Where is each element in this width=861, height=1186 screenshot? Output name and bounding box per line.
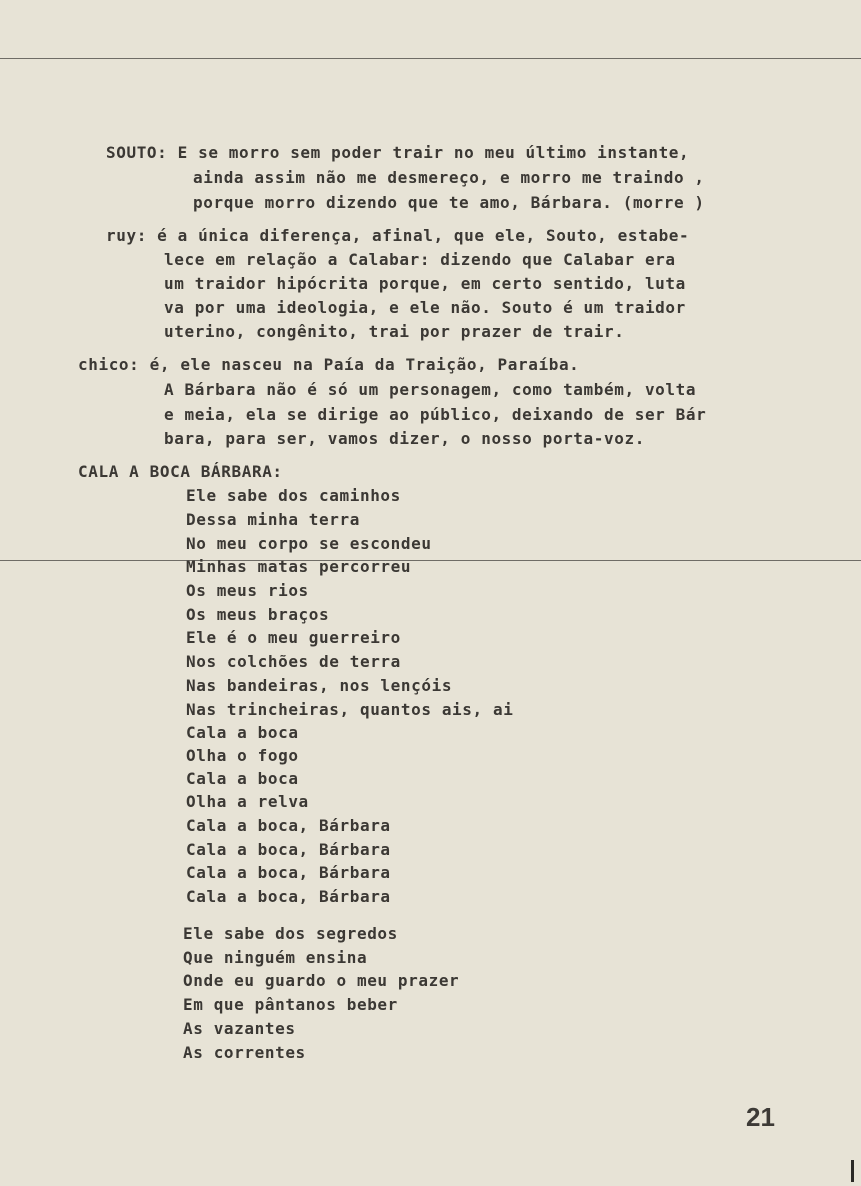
verse1-line-14: Olha a relva: [186, 792, 309, 811]
verse1-line-16: Cala a boca, Bárbara: [186, 840, 391, 859]
chico-line-3: e meia, ela se dirige ao público, deixando de ser Bár: [164, 405, 707, 424]
middle-rule: [0, 560, 861, 561]
verse1-line-2: Dessa minha terra: [186, 510, 360, 529]
verse1-line-18: Cala a boca, Bárbara: [186, 887, 391, 906]
verse2-line-2: Que ninguém ensina: [183, 948, 368, 967]
ruy-line-3: um traidor hipócrita porque, em certo sentido, luta: [164, 274, 686, 293]
verse2-line-5: As vazantes: [183, 1019, 296, 1038]
verse2-line-4: Em que pântanos beber: [183, 995, 398, 1014]
souto-line-1: SOUTO: E se morro sem poder trair no meu último instante,: [106, 143, 690, 162]
top-rule: [0, 58, 861, 59]
souto-line-3: porque morro dizendo que te amo, Bárbara. (morre ): [193, 193, 705, 212]
verse1-line-9: Nas bandeiras, nos lençóis: [186, 676, 453, 695]
verse2-line-1: Ele sabe dos segredos: [183, 924, 398, 943]
ruy-line-2: lece em relação a Calabar: dizendo que Calabar era: [164, 250, 676, 269]
page-number: 21: [746, 1102, 775, 1132]
verse1-line-13: Cala a boca: [186, 769, 299, 788]
chico-line-2: A Bárbara não é só um personagem, como também, volta: [164, 380, 697, 399]
verse1-line-7: Ele é o meu guerreiro: [186, 628, 401, 647]
ruy-line-1: ruy: é a única diferença, afinal, que ele, Souto, estabe-: [106, 226, 690, 245]
verse1-line-11: Cala a boca: [186, 723, 299, 742]
verse1-line-17: Cala a boca, Bárbara: [186, 863, 391, 882]
souto-line-2: ainda assim não me desmereço, e morro me traindo ,: [193, 168, 705, 187]
verse1-line-12: Olha o fogo: [186, 746, 299, 765]
ruy-line-4: va por uma ideologia, e ele não. Souto é um traidor: [164, 298, 686, 317]
ruy-line-5: uterino, congênito, trai por prazer de trair.: [164, 322, 625, 341]
verse1-line-10: Nas trincheiras, quantos ais, ai: [186, 700, 514, 719]
chico-line-1: chico: é, ele nasceu na Paía da Traição, Paraíba.: [78, 355, 580, 374]
song-title: CALA A BOCA BÁRBARA:: [78, 462, 283, 481]
verse1-line-8: Nos colchões de terra: [186, 652, 401, 671]
verse1-line-1: Ele sabe dos caminhos: [186, 486, 401, 505]
verse1-line-15: Cala a boca, Bárbara: [186, 816, 391, 835]
verse1-line-4: Minhas matas percorreu: [186, 557, 412, 576]
edge-mark: [851, 1160, 854, 1182]
chico-line-4: bara, para ser, vamos dizer, o nosso porta-voz.: [164, 429, 645, 448]
verse1-line-3: No meu corpo se escondeu: [186, 534, 432, 553]
verse1-line-6: Os meus braços: [186, 605, 330, 624]
verse2-line-3: Onde eu guardo o meu prazer: [183, 971, 460, 990]
verse1-line-5: Os meus rios: [186, 581, 309, 600]
verse2-line-6: As correntes: [183, 1043, 306, 1062]
